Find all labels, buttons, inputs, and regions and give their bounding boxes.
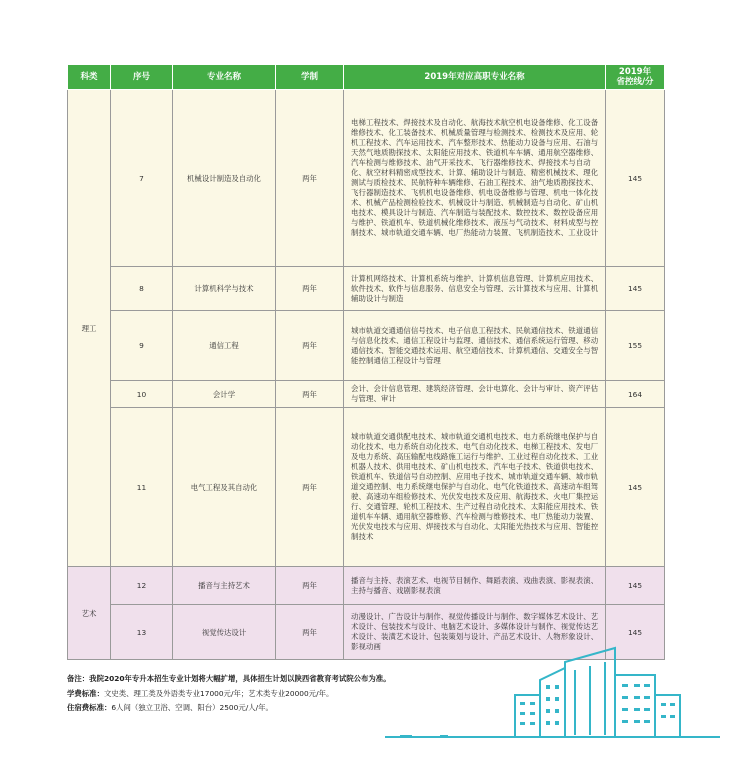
header-score: 2019年 省控线/分 <box>606 65 665 90</box>
related-majors-cell: 动漫设计、广告设计与制作、视觉传播设计与制作、数字媒体艺术设计、艺术设计、包装技术与设计、电脑艺术设计、多媒体设计与制作、视觉传达艺术设计、装潢艺术设计、包装策划与设计、产品艺术设计、人物形象设计、影视动画 <box>344 605 606 660</box>
score-cell: 145 <box>606 267 665 311</box>
header-related-majors: 2019年对应高职专业名称 <box>344 65 606 90</box>
major-cell: 计算机科学与技术 <box>173 267 276 311</box>
related-majors-cell: 会计、会计信息管理、建筑经济管理、会计电算化、会计与审计、资产评估与管理、审计 <box>344 381 606 408</box>
table-row <box>68 90 665 267</box>
related-majors-cell: 计算机网络技术、计算机系统与维护、计算机信息管理、计算机应用技术、软件技术、软件与信息服务、信息安全与管理、云计算技术与应用、计算机辅助设计与制造 <box>344 267 606 311</box>
major-cell: 会计学 <box>173 381 276 408</box>
duration-cell: 两年 <box>276 381 344 408</box>
major-cell: 机械设计制造及自动化 <box>173 90 276 267</box>
building-illustration <box>380 640 725 750</box>
number-cell: 8 <box>111 267 173 311</box>
score-cell: 145 <box>606 605 665 660</box>
score-cell: 155 <box>606 311 665 381</box>
duration-cell: 两年 <box>276 567 344 605</box>
number-cell: 13 <box>111 605 173 660</box>
header-row <box>68 65 665 90</box>
number-cell: 10 <box>111 381 173 408</box>
header-duration: 学制 <box>276 65 344 90</box>
related-majors-cell: 电梯工程技术、焊接技术及自动化、航海技术航空机电设备维修、化工设备维修技术、化工装备技术、机械质量管理与检测技术、检测技术及应用、轮机工程技术、汽车运用技术、汽车整形技术、热能动力设备与应用、石油与天然气地质勘探技术、太阳能应用技术、铁道机车车辆、通用航空器维修、汽车检测与维修技术、油气开采技术、飞行器维修技术、焊接技术与自动化、航空材料精密成型技术、计算、辅助设计与制造、精密机械技术、理化测试与质检技术、民航特种车辆维修、石油工程技术、油气地质勘探技术、飞行器制造技术、飞机机电设备维修、机电设备维修与管理、机电一体化技术、机械产品检测检验技术、机械设计与制造、机械制造与自动化、矿山机电技术、模具设计与制造、汽车制造与装配技术、数控技术、数控设备应用与维护、铁道机车、铁道机械化维修技术、液压与气动技术、材料成型与控制技术、城市轨道交通车辆、电厂热能动力装置、飞机制造技术、工业设计 <box>344 90 606 267</box>
score-cell: 145 <box>606 408 665 567</box>
header-number: 序号 <box>111 65 173 90</box>
header-major: 专业名称 <box>173 65 276 90</box>
number-cell: 12 <box>111 567 173 605</box>
number-cell: 7 <box>111 90 173 267</box>
remark-note: 备注：我院2020年专升本招生专业计划将大幅扩增，具体招生计划以陕西省教育考试院公布为准。 <box>67 674 391 683</box>
majors-table <box>67 64 665 660</box>
duration-cell: 两年 <box>276 90 344 267</box>
table-row <box>68 311 665 381</box>
duration-cell: 两年 <box>276 267 344 311</box>
major-cell: 视觉传达设计 <box>173 605 276 660</box>
notes <box>67 672 391 716</box>
score-cell: 145 <box>606 90 665 267</box>
duration-cell: 两年 <box>276 311 344 381</box>
number-cell: 11 <box>111 408 173 567</box>
score-cell: 145 <box>606 567 665 605</box>
related-majors-cell: 城市轨道交通供配电技术、城市轨道交通机电技术、电力系统继电保护与自动化技术、电力系统自动化技术、电气自动化技术、电梯工程技术、发电厂及电力系统、高压输配电线路施工运行与维护、工业过程自动化技术、工业机器人技术、供用电技术、矿山机电技术、汽车电子技术、铁道供电技术、铁道机车、铁道信号自动控制、应用电子技术、城市轨道交通车辆、城市轨道交通控制、电力系统继电保护与自动化、电气化铁道技术、高速动车组驾驶、高速动车组检修技术、光伏发电技术及应用、航海技术、火电厂集控运行、交通管理、轮机工程技术、生产过程自动化技术、太阳能应用技术、铁道机车车辆、通用航空器维修、汽车检测与维修技术、电厂热能动力装置、光伏发电技术与应用、焊接技术与自动化、太阳能光热技术与应用、智能控制技术 <box>344 408 606 567</box>
major-cell: 通信工程 <box>173 311 276 381</box>
score-cell: 164 <box>606 381 665 408</box>
related-majors-cell: 播音与主持、表演艺术、电视节目制作、舞蹈表演、戏曲表演、影视表演、主持与播音、戏剧影视表演 <box>344 567 606 605</box>
table-row <box>68 567 665 605</box>
header-category: 科类 <box>68 65 111 90</box>
dorm-note: 住宿费标准：6人间（独立卫浴、空调、阳台）2500元/人/年。 <box>67 703 273 712</box>
table-row <box>68 408 665 567</box>
category-cell: 理工 <box>68 90 111 567</box>
major-cell: 电气工程及其自动化 <box>173 408 276 567</box>
table-row <box>68 381 665 408</box>
duration-cell: 两年 <box>276 408 344 567</box>
category-cell: 艺术 <box>68 567 111 660</box>
number-cell: 9 <box>111 311 173 381</box>
duration-cell: 两年 <box>276 605 344 660</box>
tuition-note: 学费标准：文史类、理工类及外语类专业17000元/年；艺术类专业20000元/年。 <box>67 688 334 698</box>
major-cell: 播音与主持艺术 <box>173 567 276 605</box>
table-row <box>68 267 665 311</box>
related-majors-cell: 城市轨道交通通信信号技术、电子信息工程技术、民航通信技术、铁道通信与信息化技术、通信工程设计与监理、通信技术、通信系统运行管理、移动通信技术、智能交通技术运用、航空通信技术、计算机通信、交通安全与智能控制通信工程设计与管理 <box>344 311 606 381</box>
